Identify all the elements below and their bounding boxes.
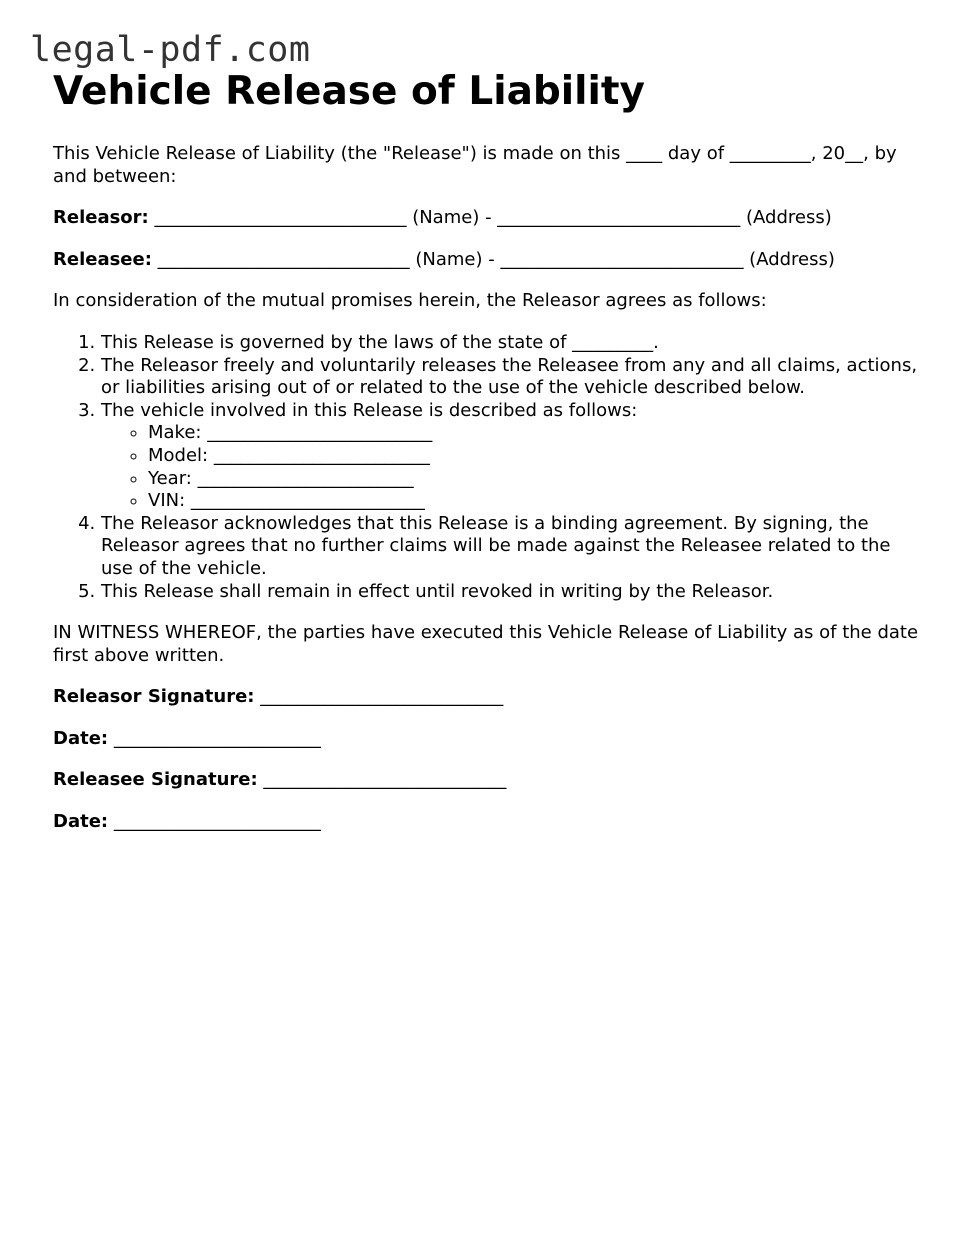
releasor-label: Releasor:: [53, 207, 149, 229]
document-title: Vehicle Release of Liability: [53, 69, 645, 114]
clause-item: [101, 355, 923, 400]
releasor-signature-label: Releasor Signature:: [53, 686, 255, 708]
releasee-line: [53, 249, 923, 272]
releasee-signature-label: Releasee Signature:: [53, 769, 258, 791]
releasee-date-line: [53, 811, 923, 834]
watermark: legal-pdf.com: [30, 30, 311, 70]
releasor-fields: ____________________________ (Name) - ___________________________ (Address): [148, 207, 832, 229]
vehicle-vin-field: ◦ VIN: __________________________: [148, 490, 923, 513]
clause-text: The Releasor freely and voluntarily releases the Releasee from any and all claims, actions, or liabilities arising out of or related to the use of the vehicle described below.: [101, 354, 918, 399]
clause-item: [101, 332, 923, 355]
releasee-label: Releasee:: [53, 248, 152, 270]
clause-text: This Release is governed by the laws of the state of _________.: [101, 331, 659, 353]
clause-list: [53, 332, 923, 603]
clause-item: [101, 400, 923, 513]
consideration-paragraph: In consideration of the mutual promises herein, the Releasor agrees as follows:: [53, 290, 767, 312]
releasor-signature-blank: ___________________________: [254, 686, 504, 708]
clause-item: [101, 513, 923, 581]
releasor-date-line: [53, 728, 923, 751]
releasor-date-label: Date:: [53, 727, 109, 749]
intro-paragraph: This Vehicle Release of Liability (the "Release") is made on this ____ day of _________, 20__, by and between:: [53, 143, 897, 187]
releasee-fields: ____________________________ (Name) - ___________________________ (Address): [151, 248, 835, 270]
clause-text: The vehicle involved in this Release is described as follows:: [101, 399, 638, 421]
releasor-date-blank: _______________________: [108, 727, 321, 749]
releasee-date-blank: _______________________: [108, 811, 321, 833]
vehicle-details-list: [101, 422, 923, 512]
releasee-signature-blank: ___________________________: [257, 769, 507, 791]
releasee-date-label: Date:: [53, 811, 109, 833]
witness-paragraph: IN WITNESS WHEREOF, the parties have executed this Vehicle Release of Liability as of the date first above written.: [53, 622, 919, 666]
clause-item: [101, 581, 923, 604]
clause-text: The Releasor acknowledges that this Release is a binding agreement. By signing, the Releasor agrees that no further claims will be made against the Releasee related to the use of the vehicle.: [101, 512, 891, 579]
document: [53, 68, 923, 853]
vehicle-make-field: ◦ Make: _________________________: [148, 422, 923, 445]
releasor-signature-line: [53, 686, 923, 709]
vehicle-model-field: ◦ Model: ________________________: [148, 445, 923, 468]
clause-text: This Release shall remain in effect until revoked in writing by the Releasor.: [101, 580, 774, 602]
releasee-signature-line: [53, 769, 923, 792]
releasor-line: [53, 207, 923, 230]
vehicle-year-field: ◦ Year: ________________________: [148, 468, 923, 491]
